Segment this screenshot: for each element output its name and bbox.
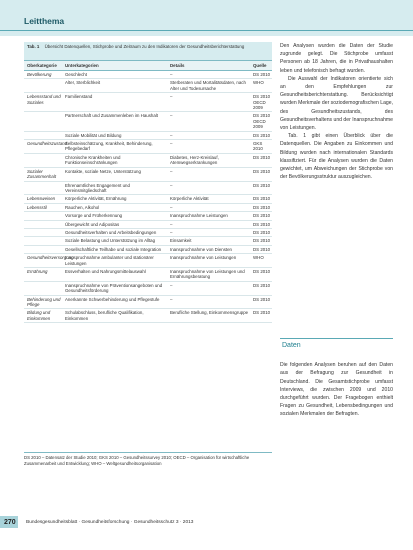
table-cell: Vorsorge und Früherkennung xyxy=(65,213,123,219)
table-cell: Ehrenamtliches Engagement und Vereinsmitgliedschaft xyxy=(65,182,130,193)
table-cell: DS 2010 xyxy=(253,168,271,174)
table-cell: Soziale Mobilität und Bildung xyxy=(65,132,122,138)
page-footer xyxy=(0,516,413,530)
table-row xyxy=(24,221,272,229)
table-row xyxy=(24,132,272,140)
table-title: Übersicht Datenquellen, Stichprobe und Zeitraum zu den Indikatoren der Gesundheitsberichterstattung xyxy=(44,44,245,49)
table-cell: DS 2010 xyxy=(253,213,271,219)
table-row xyxy=(24,204,272,212)
table-cell: Bevölkerung xyxy=(27,72,52,77)
table-row xyxy=(24,309,272,323)
table-cell: DS 2010 xyxy=(253,296,271,302)
section-header xyxy=(0,0,413,36)
table-row xyxy=(24,268,272,282)
table-cell: WHO xyxy=(253,80,264,86)
journal-citation: Bundesgesundheitsblatt · Gesundheitsforschung · Gesundheitsschutz 3 · 2013 xyxy=(26,520,194,525)
table-cell: Inanspruchnahme von Leistungen und Ernährungsberatung xyxy=(170,268,245,280)
table-cell xyxy=(24,133,65,138)
table-row xyxy=(24,254,272,268)
table-row xyxy=(24,71,272,79)
table-cell: Inanspruchnahme Leistungen xyxy=(170,213,228,219)
column-header: Oberkategorie xyxy=(27,62,57,68)
table-row xyxy=(24,79,272,93)
table-row xyxy=(24,237,272,245)
table-cell: DS 2010 xyxy=(253,268,271,274)
table-cell: DS 2010 xyxy=(253,72,271,77)
table-row xyxy=(24,154,272,168)
table-cell: Gesellschaftliche Teilhabe und soziale Integration xyxy=(65,246,162,252)
table-cell: Inanspruchnahme von Leistungen xyxy=(170,255,237,261)
section-title: Daten xyxy=(282,342,301,349)
table-cell: Lebensstil xyxy=(27,204,47,210)
table-cell: Chronische Krankheiten und Funktionseinschränkungen xyxy=(65,154,121,166)
table-cell: DS 2010 xyxy=(253,221,271,227)
table-cell: Sterberaten und Mortalitätsdaten, nach Alter und Todesursache xyxy=(170,80,246,91)
table-cell: DS 2010 xyxy=(253,310,271,316)
table-cell: – xyxy=(170,221,173,227)
table-cell xyxy=(24,80,65,91)
table-cell: Ernährung xyxy=(27,268,48,274)
table-cell xyxy=(24,113,65,129)
table-cell: Gesundheitsverhalten und Arbeitsbedingungen xyxy=(65,229,157,235)
table-cell: Anerkannte Schwerbehinderung und Pflegestufe xyxy=(65,296,160,302)
table-cell: Bildung und Einkommen xyxy=(27,310,51,321)
table-cell: DS 2010 xyxy=(253,238,271,244)
table-cell: – xyxy=(170,296,173,302)
table-row xyxy=(24,229,272,237)
table-cell xyxy=(24,283,65,294)
table-cell: Körperliche Aktivität xyxy=(170,196,209,202)
section-label: Leitthema xyxy=(24,16,65,26)
table-cell: Diabetes, Herz-Kreislauf, Atemwegserkrankungen xyxy=(170,154,219,166)
paragraph: Den Analysen wurden die Daten der Studie zugrunde gelegt. Die Stichprobe umfasst Personen ab 18 Jahren, die in Privathaushalten leben und telefonisch befragt wurden. xyxy=(280,43,393,74)
table-row xyxy=(24,296,272,310)
table-row xyxy=(24,282,272,296)
table-cell xyxy=(24,230,65,235)
table-cell: Lebensweisen xyxy=(27,196,56,202)
section-rule xyxy=(280,338,393,339)
table-row xyxy=(24,212,272,220)
table-cell: Kontakte, soziale Netze, Unterstützung xyxy=(65,168,141,174)
table-cell: Inanspruchnahme ambulanter und stationärer Leistungen xyxy=(65,255,154,266)
paragraph: Tab. 1 gibt einen Überblick über die Datenquellen. Die Angaben zu Einkommen und Bildung wurden nach internationalen Standards klassifiziert. Für die Analysen wurden die Daten gewichtet, um Abweichungen der Stichprobe von der Bevölkerungsstruktur auszugleichen. xyxy=(280,133,393,181)
table-cell: Schulabschluss, berufliche Qualifikation, Einkommen xyxy=(65,310,144,321)
paragraph: Die Auswahl der Indikatoren orientierte sich an den Empfehlungen zur Gesundheitsberichterstattung. Berücksichtigt wurden Merkmale der soziodemografischen Lage, des Gesundheitszustands, des Gesundheitsverhaltens und der Inanspruchnahme von Leistungen. xyxy=(280,75,393,132)
table-row xyxy=(24,182,272,196)
table-cell: DS 2010 OECD 2009 xyxy=(253,113,271,130)
table-row xyxy=(24,168,272,182)
table-cell: Essverhalten und Nahrungsmittelauswahl xyxy=(65,268,146,274)
page-number: 270 xyxy=(4,519,16,526)
table-cell: – xyxy=(170,182,173,188)
data-table xyxy=(24,42,272,497)
table-cell: GKS 2010 xyxy=(253,141,263,152)
table-cell: – xyxy=(170,113,173,119)
table-cell xyxy=(24,213,65,218)
paragraph: Die folgenden Analysen beruhen auf den Daten aus der Befragung zur Gesundheit in Deutschland. Die Gesamtstichprobe umfasst Interviews, die zwischen 2009 und 2010 durchgeführt wurden. Der Fragebogen enthielt Fragen zu Gesundheit, Lebensbedingungen und sozialen Merkmalen der Befragten. xyxy=(280,362,393,418)
table-cell: Soziale Belastung und Unterstützung im Alltag xyxy=(65,238,156,244)
table-cell: Inanspruchnahme von Präventionsangeboten und Gesundheitsförderung xyxy=(65,282,163,294)
table-cell: DS 2010 xyxy=(253,246,271,252)
table-cell: Behinderung und Pflege xyxy=(27,296,61,307)
table-row xyxy=(24,195,272,203)
table-cell: – xyxy=(170,132,173,138)
section-body xyxy=(280,356,393,424)
table-cell xyxy=(24,238,65,243)
table-cell: DS 2010 xyxy=(253,154,271,160)
table-cell: Einsamkeit xyxy=(170,238,192,244)
table-cell: Gesundheitsversorgung xyxy=(27,255,74,261)
table-cell: DS 2010 xyxy=(253,182,271,188)
table-row xyxy=(24,246,272,254)
table-cell: – xyxy=(170,168,173,174)
table-header-row xyxy=(24,60,272,71)
table-cell xyxy=(24,222,65,227)
table-cell: DS 2010 xyxy=(253,229,271,235)
header-rule xyxy=(0,30,413,31)
table-cell: Körperliche Aktivität, Ernährung xyxy=(65,196,127,202)
table-cell: Sozialer Zusammenhalt xyxy=(27,168,57,180)
table-cell: – xyxy=(170,204,173,210)
table-cell: Inanspruchnahme von Diensten xyxy=(170,246,232,252)
table-cell: Übergewicht und Adipositas xyxy=(65,221,120,227)
table-footnote: DS 2010 – Datensatz der Studie 2010; GKS 2010 – Gesundheitssurvey 2010; OECD – Organisation für wirtschaftliche Zusammenarbeit und Entwicklung; WHO – Weltgesundheitsorganisation xyxy=(24,452,272,466)
table-cell: DS 2010 xyxy=(253,196,271,202)
table-cell: Partnerschaft und Zusammenleben im Haushalt xyxy=(65,113,158,119)
table-cell: DS 2010 xyxy=(253,282,271,288)
table-cell: Selbsteinschätzung, Krankheit, Behinderung, Pflegebedarf xyxy=(65,141,153,152)
table-cell: Alter, Sterblichkeit xyxy=(65,80,101,86)
table-cell: – xyxy=(170,72,173,77)
table-row xyxy=(24,93,272,112)
table-cell: DS 2010 xyxy=(253,204,271,210)
table-cell: Lebensstand und Soziales xyxy=(27,94,61,105)
table-cell: WHO xyxy=(253,255,264,261)
table-cell: DS 2010 OECD 2009 xyxy=(253,94,271,111)
table-cell: – xyxy=(170,141,173,147)
table-row xyxy=(24,140,272,154)
table-cell: Gesundheitszustand xyxy=(27,141,68,147)
table-cell: – xyxy=(170,94,173,100)
table-row xyxy=(24,112,272,131)
table-cell: Berufliche Stellung, Einkommensgruppe xyxy=(170,310,249,316)
table-cell: Familienstand xyxy=(65,94,93,100)
table-cell xyxy=(24,183,65,194)
body-text-column xyxy=(280,42,393,181)
table-cell xyxy=(24,155,65,166)
column-header: Unterkategorien xyxy=(65,62,99,68)
table-number: Tab. 1 xyxy=(27,44,40,49)
table-body xyxy=(24,71,272,323)
table-cell: DS 2010 xyxy=(253,132,271,138)
table-cell: – xyxy=(170,229,173,235)
table-cell: Geschlecht xyxy=(65,72,87,77)
table-caption xyxy=(24,42,272,60)
column-header: Quelle xyxy=(253,62,267,68)
table-cell: Rauchen, Alkohol xyxy=(65,204,100,210)
column-header: Details xyxy=(170,62,185,68)
table-cell xyxy=(24,247,65,252)
table-cell: – xyxy=(170,282,173,288)
